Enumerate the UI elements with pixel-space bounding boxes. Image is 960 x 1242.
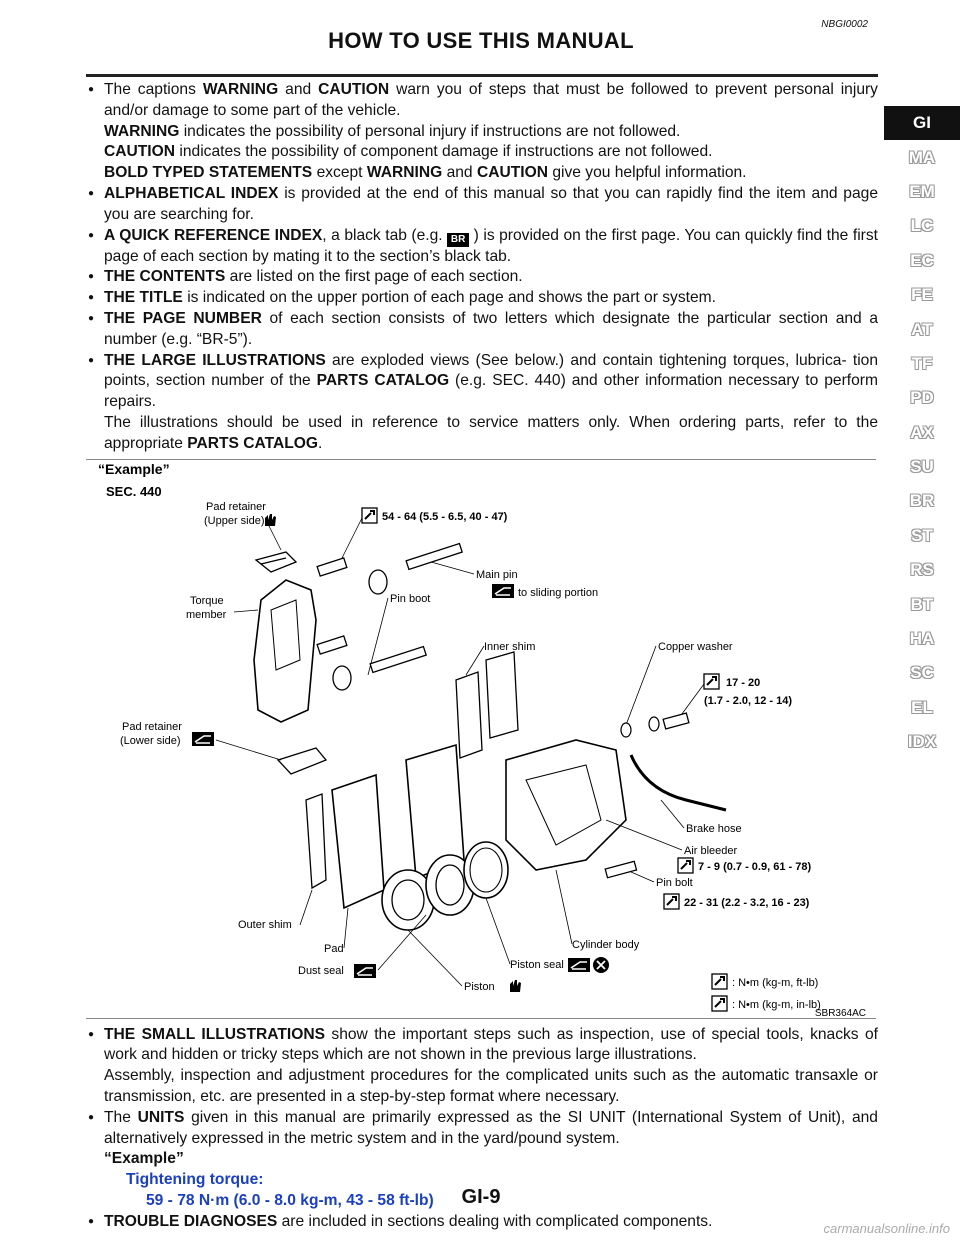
label-to-sliding-portion: to sliding portion: [518, 586, 599, 599]
bullet-title: ● THE TITLE is indicated on the upper portion of each page and shows the part or system.: [88, 288, 878, 309]
tightening-torque-label: Tightening torque:: [126, 1171, 264, 1189]
label-piston: Piston: [464, 980, 495, 993]
section-tab-idx[interactable]: IDX: [907, 732, 937, 752]
section-tab-lc[interactable]: LC: [910, 216, 934, 236]
label-pad: Pad: [324, 942, 344, 955]
page-number: GI-9: [461, 1186, 501, 1208]
section-tab-pd[interactable]: PD: [910, 388, 934, 408]
hand-icon: [265, 514, 276, 526]
bullet-page-number: ● THE PAGE NUMBER of each section consists of two letters which designate the particular section and a number (e.g. “BR-5”).: [88, 309, 878, 351]
section-tab-sc[interactable]: SC: [910, 663, 934, 683]
pad-part: [332, 775, 384, 908]
section-tab-tf[interactable]: TF: [911, 353, 933, 373]
figure-example-label: “Example”: [98, 460, 170, 477]
section-tab-rs[interactable]: RS: [910, 560, 934, 580]
section-tab-fe[interactable]: FE: [911, 285, 933, 305]
bullet-alphabetical-index: ● ALPHABETICAL INDEX is provided at the end of this manual so that you can rapidly find the item and page you are searching for.: [88, 184, 878, 226]
label-copper-washer: Copper washer: [658, 640, 733, 653]
hand-icon-piston: [510, 980, 521, 992]
section-tab-br[interactable]: BR: [909, 491, 935, 511]
brake-caliper-diagram: [86, 460, 876, 1018]
figure-code: SBR364AC: [814, 1007, 866, 1018]
section-tab-index: [884, 106, 960, 759]
torque-wrench-icon-hose: [704, 674, 719, 689]
label-torque-top: 54 - 64 (5.5 - 6.5, 40 - 47): [382, 510, 508, 523]
label-pad-retainer-upper: Pad retainer: [206, 500, 266, 513]
black-tab-example-icon: BR: [447, 233, 469, 247]
section-tab-ha[interactable]: HA: [909, 629, 935, 649]
grease-icon-piston-seal: [568, 958, 590, 972]
section-tab-ax[interactable]: AX: [910, 422, 934, 442]
pad-retainer-upper-part: [256, 552, 296, 572]
watermark: carmanualsonline.info: [823, 1221, 950, 1236]
cylinder-body-part: [506, 740, 626, 870]
grease-icon-main-pin: [492, 584, 514, 598]
label-main-pin: Main pin: [476, 568, 518, 581]
label-pad-retainer-upper-side: (Upper side): [204, 514, 265, 527]
section-tab-em[interactable]: EM: [909, 181, 935, 201]
replace-part-icon: [593, 957, 609, 973]
label-brake-hose: Brake hose: [686, 822, 742, 835]
section-tab-st[interactable]: ST: [911, 525, 933, 545]
torque-member-part: [254, 580, 316, 722]
label-cylinder-body: Cylinder body: [572, 938, 640, 951]
section-tab-el[interactable]: EL: [911, 697, 933, 717]
header-rule: [86, 74, 878, 77]
legend-nm-ftlb: : N•m (kg-m, ft-lb): [732, 976, 819, 989]
label-torque-pin-bolt: 22 - 31 (2.2 - 3.2, 16 - 23): [684, 896, 810, 909]
tightening-torque-value: 59 - 78 N·m (6.0 - 8.0 kg-m, 43 - 58 ft-lb): [146, 1191, 434, 1209]
label-torque-hose: 17 - 20: [726, 676, 761, 689]
label-torque-member: Torque: [190, 594, 224, 607]
section-tab-bt[interactable]: BT: [910, 594, 934, 614]
label-torque-member-2: member: [186, 608, 227, 621]
section-tab-ec[interactable]: EC: [910, 250, 934, 270]
bullet-small-illustrations: ● THE SMALL ILLUSTRATIONS show the important steps such as inspection, use of special tools, knacks of work and hidden or tricky steps which are not shown in the previous large illustrations. Assembly, inspection and adjustment procedures for the complicated units such as the automatic transaxle or transmission, etc. are presented in a step-by-step format where necessary.: [88, 1025, 878, 1108]
label-torque-bleeder: 7 - 9 (0.7 - 0.9, 61 - 78): [698, 860, 812, 873]
document-code: NBGI0002: [821, 19, 868, 30]
section-tab-at[interactable]: AT: [911, 319, 933, 339]
label-pad-retainer-lower-side: (Lower side): [120, 734, 181, 747]
bullet-quick-reference-index: ● A QUICK REFERENCE INDEX, a black tab (e.g. BR ) is provided on the first page. You can quickly find the first page of each section by mating it to the section’s black tab.: [88, 226, 878, 268]
page-content: [88, 80, 878, 1233]
bullet-trouble-diagnoses: ● TROUBLE DIAGNOSES are included in sections dealing with complicated components.: [88, 1212, 878, 1233]
section-tab-su[interactable]: SU: [910, 457, 934, 477]
torque-wrench-icon-top: [362, 508, 377, 523]
bullet-warning-caution: ● The captions WARNING and CAUTION warn you of steps that must be followed to prevent personal injury and/or damage to some part of the vehicle. WARNING indicates the possibility of personal injury if instructions are not followed. CAUTION indicates the possibility of component damage if instructions are not followed. BOLD TYPED STATEMENTS except WARNING and CAUTION give you helpful information.: [88, 80, 878, 184]
exploded-view-figure: [86, 459, 876, 1019]
legend-wrench-icon: [712, 974, 727, 989]
torque-wrench-icon-bleeder: [678, 858, 693, 873]
label-torque-hose-2: (1.7 - 2.0, 12 - 14): [704, 694, 793, 707]
torque-wrench-icon-pin-bolt: [664, 894, 679, 909]
label-pin-bolt: Pin bolt: [656, 876, 693, 889]
label-dust-seal: Dust seal: [298, 964, 344, 977]
section-tab-gi[interactable]: GI: [884, 106, 960, 140]
figure-sec-label: SEC. 440: [106, 483, 162, 499]
units-example-label: “Example”: [104, 1150, 184, 1168]
legend-nm-inlb: : N•m (kg-m, in-lb): [732, 998, 821, 1011]
label-inner-shim: Inner shim: [484, 640, 536, 653]
grease-icon-lower-retainer: [192, 732, 214, 746]
bullet-units: ● The UNITS given in this manual are primarily expressed as the SI UNIT (International System of Unit), and alternatively expressed in the metric system and in the yard/pound system.: [88, 1108, 878, 1150]
section-tab-ma[interactable]: MA: [908, 147, 936, 167]
page-title: HOW TO USE THIS MANUAL: [328, 28, 634, 53]
label-pad-retainer-lower: Pad retainer: [122, 720, 182, 733]
label-pin-boot: Pin boot: [390, 592, 431, 605]
bullet-contents: ● THE CONTENTS are listed on the first page of each section.: [88, 267, 878, 288]
legend-wrench-icon-2: [712, 996, 727, 1011]
label-outer-shim: Outer shim: [238, 918, 292, 931]
label-piston-seal: Piston seal: [510, 958, 564, 971]
label-air-bleeder: Air bleeder: [684, 844, 738, 857]
grease-icon-dust-seal: [354, 964, 376, 978]
bullet-large-illustrations: ● THE LARGE ILLUSTRATIONS are exploded views (See below.) and contain tightening torques, lubrica- tion points, section number of the PARTS CATALOG (e.g. SEC. 440) and other information necessary to perform repairs. The illustrations should be used in reference to service matters only. When ordering parts, refer to the appropriate PARTS CATALOG.: [88, 351, 878, 455]
